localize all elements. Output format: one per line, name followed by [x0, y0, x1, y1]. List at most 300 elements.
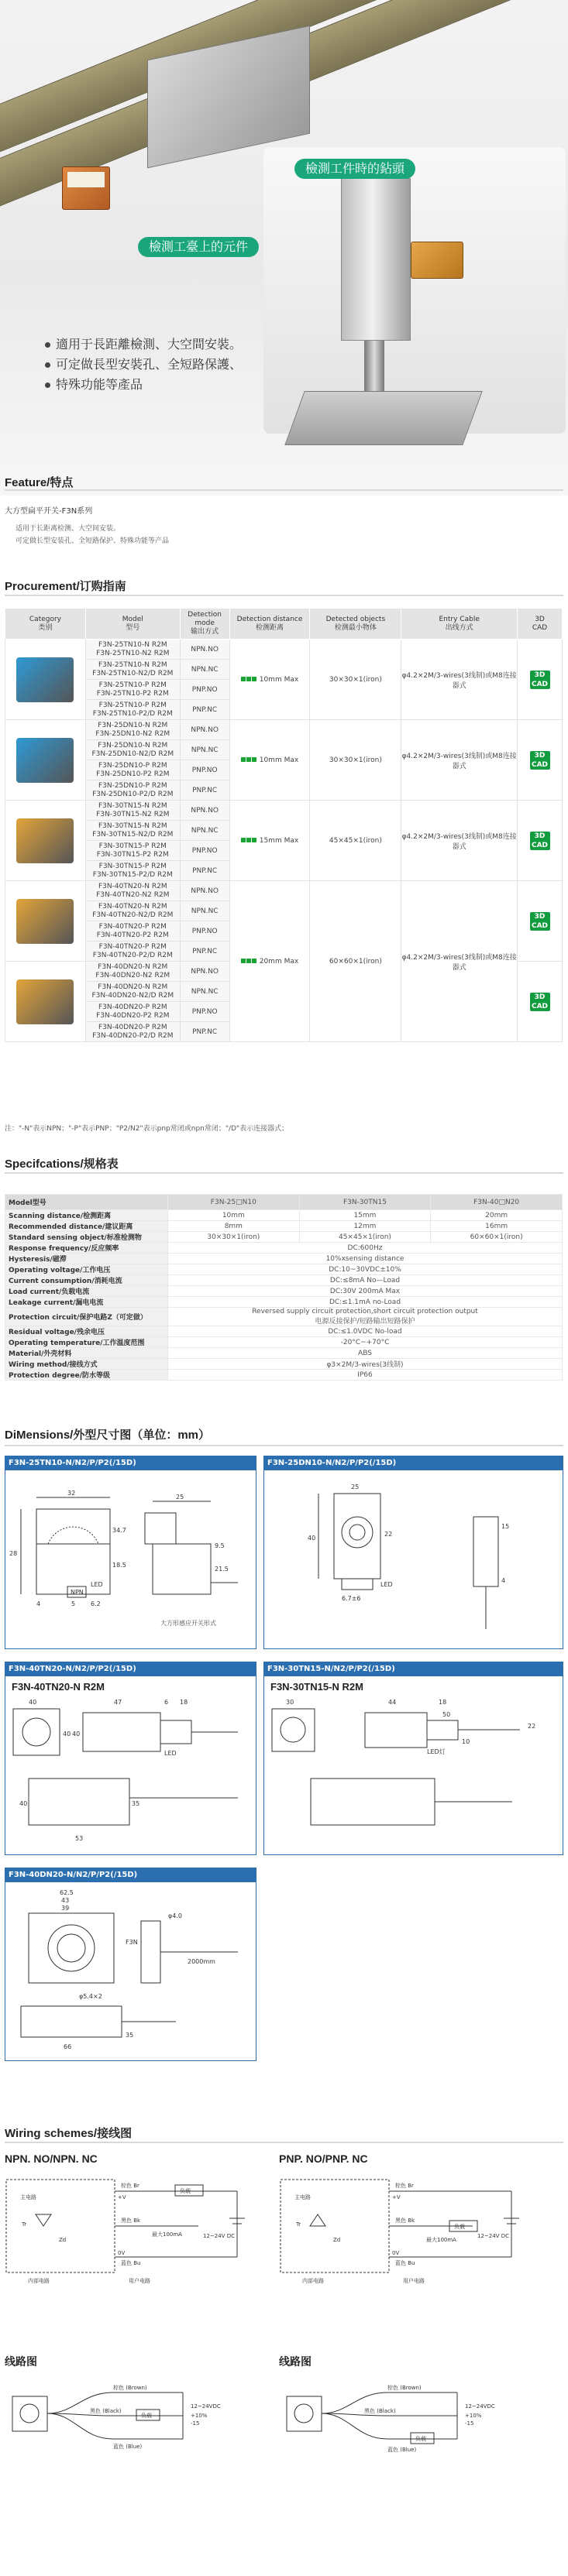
model-cell — [85, 982, 180, 1002]
model-code: F3N-40TN20-P R2M — [98, 942, 167, 951]
wire-diagram-title: 线路图 — [5, 2355, 37, 2368]
table-row — [5, 720, 563, 740]
spec-value: DC:≤1.0VDC No-load — [168, 1326, 563, 1337]
spec-key: Protection degree/防水等级 — [5, 1370, 168, 1381]
model-code: F3N-40DN20-N R2M — [98, 962, 168, 971]
wire-label: 负载 — [454, 2224, 465, 2230]
spec-row — [5, 1286, 563, 1297]
spec-value: IP66 — [168, 1370, 563, 1381]
cad-download-button[interactable]: 3D CAD — [530, 993, 550, 1011]
wire-label: 主电路 — [294, 2194, 311, 2200]
object-cell: 60×60×1(iron) — [310, 881, 401, 1042]
sensor-photo — [16, 899, 74, 944]
dim-label: 2000mm — [188, 1958, 215, 1965]
dim-label: F3N — [126, 1939, 138, 1946]
dim-panel-title: F3N-25TN10-N/N2/P/P2(/15D) — [5, 1456, 256, 1470]
output-mode-cell: NPN.NO — [180, 881, 229, 901]
model-code: F3N-40TN20-N R2M — [98, 902, 167, 911]
spec-key: Hysteresis/磁滞 — [5, 1254, 168, 1264]
sensor-photo — [16, 738, 74, 783]
spec-value: 10mm — [168, 1210, 300, 1221]
wire-label: 棕色 (Brown) — [387, 2385, 422, 2391]
dim-label: 40 — [308, 1535, 316, 1542]
spec-row — [5, 1326, 563, 1337]
dimensions-heading: DiMensions/外型尺寸图（单位：mm） — [5, 1429, 211, 1442]
pnp-schematic — [279, 2168, 558, 2292]
spec-value: DC:30V 200mA Max — [168, 1286, 563, 1297]
spec-key: Load current/负载电流 — [5, 1286, 168, 1297]
wire-label: 黑色 (Black) — [90, 2408, 122, 2414]
wire-label: 黑色 Bk — [395, 2218, 415, 2224]
spec-row — [5, 1254, 563, 1264]
procurement-note: 注："-N"表示NPN；"-P"表示PNP；"P2/N2"表示pnp常闭或npn常闭；"/D"表示连接器式； — [5, 1125, 289, 1133]
product-image-cell — [5, 720, 86, 801]
dim-label: 5 — [71, 1600, 76, 1607]
wire-label: +V — [118, 2194, 126, 2200]
section-divider — [5, 2142, 563, 2143]
dim-label: 18 — [180, 1699, 188, 1706]
output-mode-cell: PNP.NC — [180, 1022, 229, 1042]
distance-value: 20mm Max — [259, 957, 299, 966]
dim-label: 6.2 — [91, 1600, 101, 1607]
output-mode-cell: PNP.NO — [180, 921, 229, 942]
distance-value: 10mm Max — [259, 675, 299, 684]
model-code: F3N-40TN20-N2 R2M — [96, 890, 170, 899]
spec-col-header: Model型号 — [5, 1195, 168, 1210]
output-mode-cell: NPN.NO — [180, 962, 229, 982]
distance-value: 15mm Max — [259, 836, 299, 845]
cad-download-button[interactable]: 3D CAD — [530, 671, 550, 689]
spec-value: DC:10~30VDC±10% — [168, 1264, 563, 1275]
product-image-cell — [5, 640, 86, 720]
output-mode-cell: NPN.NO — [180, 640, 229, 660]
wire-label: 0V — [392, 2250, 400, 2256]
model-code: F3N-25DN10-P2 R2M — [96, 770, 170, 778]
model-cell — [85, 942, 180, 962]
spec-row — [5, 1264, 563, 1275]
sensor-photo — [16, 979, 74, 1024]
spec-value: 15mm — [299, 1210, 431, 1221]
model-code: F3N-25TN10-N2 R2M — [96, 649, 170, 657]
section-divider — [5, 1445, 563, 1446]
distance-cell — [229, 801, 310, 881]
spec-key: Recommended distance/建议距离 — [5, 1221, 168, 1232]
npn-schematic — [5, 2168, 268, 2292]
cable-cell: φ4.2×2M/3-wires(3线制)或M8连接器式 — [401, 640, 518, 720]
model-code: F3N-40TN20-P2 R2M — [96, 931, 169, 939]
wire-label: 用户电路 — [403, 2278, 425, 2284]
section-divider — [5, 595, 563, 596]
output-mode-cell: NPN.NC — [180, 660, 229, 680]
model-cell — [85, 760, 180, 780]
procurement-heading: Procurement/订购指南 — [5, 580, 126, 593]
col-header: Entry Cable 出线方式 — [401, 609, 518, 640]
dim-label: 28 — [9, 1550, 18, 1557]
col-header: Detection distance 检测距离 — [229, 609, 310, 640]
distance-cell — [229, 720, 310, 801]
output-mode-cell: PNP.NC — [180, 942, 229, 962]
model-code: F3N-40DN20-P2/D R2M — [92, 1031, 174, 1040]
dim-label: 6 — [164, 1699, 169, 1706]
table-row — [5, 881, 563, 901]
spec-value: DC:600Hz — [168, 1243, 563, 1254]
cad-cell — [518, 640, 563, 720]
distance-cell — [229, 881, 310, 1042]
dim-label: NPN — [71, 1589, 84, 1596]
dim-model-title: F3N-30TN15-N R2M — [270, 1681, 363, 1693]
hero-bullet-cont — [45, 375, 242, 395]
dim-label: 40 — [63, 1730, 71, 1737]
spec-value: 45×45×1(iron) — [299, 1232, 431, 1243]
cable-cell: φ4.2×2M/3-wires(3线制)或M8连接器式 — [401, 801, 518, 881]
wire-diagram-npn — [5, 2377, 268, 2493]
object-cell: 30×30×1(iron) — [310, 720, 401, 801]
dim-label: 43 — [61, 1897, 70, 1904]
procurement-table — [5, 608, 563, 1042]
cad-download-button[interactable]: 3D CAD — [530, 832, 550, 850]
product-image-cell — [5, 962, 86, 1042]
model-cell — [85, 640, 180, 660]
wiring-heading: Wiring schemes/接线图 — [5, 2127, 133, 2140]
wire-label: Tr — [22, 2221, 27, 2228]
dim-drawing-30tn15 — [264, 1693, 564, 1856]
hero-callout-drill: 檢測工件時的鉆頭 — [294, 159, 415, 179]
dim-label: 22 — [384, 1531, 393, 1538]
dim-label: 18.5 — [112, 1562, 126, 1569]
spec-value: -20°C~+70°C — [168, 1337, 563, 1348]
spec-row — [5, 1210, 563, 1221]
wire-label: +10% — [191, 2413, 208, 2419]
hero-bullet-text: 特殊功能等產品 — [56, 377, 143, 392]
dim-label: φ4.0 — [168, 1912, 182, 1919]
output-mode-cell: NPN.NC — [180, 982, 229, 1002]
npn-title: NPN. NO/NPN. NC — [5, 2152, 98, 2165]
wire-label: 12~24VDC — [191, 2403, 221, 2410]
wire-label: 主电路 — [20, 2194, 36, 2200]
wire-label: 蓝色 (Blue) — [113, 2444, 143, 2450]
hero-bullets — [45, 334, 242, 395]
output-mode-cell: PNP.NC — [180, 861, 229, 881]
model-code: F3N-40TN20-N R2M — [98, 882, 167, 890]
wire-label: 用户电路 — [129, 2278, 150, 2284]
model-cell — [85, 881, 180, 901]
cad-download-button[interactable]: 3D CAD — [530, 912, 550, 931]
dim-caption: 大方形感应开关形式 — [160, 1620, 216, 1627]
dim-label: 50 — [442, 1711, 451, 1718]
dim-label: 53 — [75, 1835, 84, 1842]
spec-key: Operating temperature/工作温度范围 — [5, 1337, 168, 1348]
model-cell — [85, 962, 180, 982]
model-code: F3N-40DN20-P2 R2M — [96, 1011, 170, 1020]
spec-row — [5, 1337, 563, 1348]
dim-drawing-25tn10 — [5, 1470, 257, 1648]
model-code: F3N-40DN20-N R2M — [98, 983, 168, 991]
dim-model-title: F3N-40TN20-N R2M — [12, 1681, 105, 1693]
spec-value: 8mm — [168, 1221, 300, 1232]
spec-value: φ3×2M/3-wires(3线制) — [168, 1359, 563, 1370]
dim-label: 62.5 — [60, 1889, 74, 1896]
model-code: F3N-40DN20-N2 R2M — [95, 971, 170, 979]
spec-row — [5, 1370, 563, 1381]
model-cell — [85, 660, 180, 680]
dim-label: LED — [164, 1750, 177, 1757]
spec-value: DC:≤8mA No—Load — [168, 1275, 563, 1286]
wire-label: -15 — [191, 2420, 200, 2427]
dim-label: 4 — [501, 1577, 506, 1584]
dim-label: 6.7±6 — [342, 1595, 361, 1602]
wire-label: +10% — [465, 2413, 482, 2419]
col-header: Model 型号 — [85, 609, 180, 640]
spec-value: 30×30×1(iron) — [168, 1232, 300, 1243]
dim-label: LED — [380, 1581, 393, 1588]
spec-table — [5, 1194, 563, 1381]
dim-label: 21.5 — [215, 1566, 229, 1573]
spec-key: Standard sensing object/标准检测物 — [5, 1232, 168, 1243]
dim-label: 35 — [126, 2032, 134, 2039]
spec-value: DC:≤1.1mA no-Load — [168, 1297, 563, 1308]
model-code: F3N-40TN20-P2/D R2M — [92, 951, 173, 959]
col-header: Detection mode 输出方式 — [180, 609, 229, 640]
dim-drawing-40dn20 — [5, 1882, 257, 2060]
model-code: F3N-25TN10-P2/D R2M — [92, 709, 173, 718]
cad-download-button[interactable]: 3D CAD — [530, 751, 550, 770]
dim-label: 39 — [61, 1905, 70, 1912]
wire-label: 0V — [118, 2250, 126, 2256]
cable-cell: φ4.2×2M/3-wires(3线制)或M8连接器式 — [401, 720, 518, 801]
cad-cell — [518, 962, 563, 1042]
model-cell — [85, 740, 180, 760]
dim-panel-title: F3N-40TN20-N/N2/P/P2(/15D) — [5, 1662, 256, 1676]
model-cell — [85, 901, 180, 921]
hero-banner — [0, 0, 568, 496]
spec-row — [5, 1308, 563, 1326]
wire-label: 最大100mA — [152, 2231, 182, 2238]
section-divider — [5, 1172, 563, 1174]
dim-panel-title: F3N-30TN15-N/N2/P/P2(/15D) — [264, 1662, 563, 1676]
spec-row — [5, 1232, 563, 1243]
dim-label: 40 — [72, 1730, 81, 1737]
output-mode-cell: NPN.NO — [180, 720, 229, 740]
spec-key: Wiring method/接线方式 — [5, 1359, 168, 1370]
cad-cell — [518, 801, 563, 881]
wire-label: 内部电路 — [28, 2278, 50, 2284]
model-code: F3N-25DN10-N R2M — [98, 741, 168, 749]
spec-row — [5, 1221, 563, 1232]
wire-label: 内部电路 — [302, 2278, 324, 2284]
sensor-photo — [16, 818, 74, 863]
wire-label: 棕色 (Brown) — [113, 2385, 147, 2391]
hero-drill-bit — [364, 341, 384, 395]
dim-label: 9.5 — [215, 1542, 225, 1549]
wire-label: 棕色 Br — [395, 2183, 414, 2189]
output-mode-cell: NPN.NC — [180, 901, 229, 921]
spec-row — [5, 1348, 563, 1359]
wire-label: 负载 — [141, 2413, 152, 2419]
spec-value: 20mm — [431, 1210, 563, 1221]
col-header: Detected objects 检测最小物体 — [310, 609, 401, 640]
dim-panel-30tn15 — [263, 1662, 563, 1855]
model-cell — [85, 700, 180, 720]
dim-label: LED灯 — [427, 1748, 446, 1755]
dim-label: 32 — [67, 1490, 76, 1497]
model-cell — [85, 680, 180, 700]
feature-heading: Feature/特点 — [5, 476, 74, 489]
model-code: F3N-40DN20-P R2M — [98, 1023, 167, 1031]
model-cell — [85, 861, 180, 881]
feature-block — [5, 506, 169, 547]
model-code: F3N-25TN10-P R2M — [98, 681, 167, 689]
spec-key: Scanning distance/检测距离 — [5, 1210, 168, 1221]
spec-key: Residual voltage/残余电压 — [5, 1326, 168, 1337]
wire-label: 12~24V DC — [203, 2233, 235, 2239]
output-mode-cell: NPN.NC — [180, 821, 229, 841]
sensor-photo — [16, 657, 74, 702]
wire-diagram-pnp — [279, 2377, 558, 2493]
hero-bullet: 適用于長距離檢測、大空間安裝。 — [45, 334, 242, 355]
wire-label: +V — [392, 2194, 401, 2200]
model-code: F3N-25DN10-N2 R2M — [95, 729, 170, 738]
dim-label: 25 — [176, 1494, 184, 1501]
table-row — [5, 801, 563, 821]
model-code: F3N-25TN10-P2 R2M — [96, 689, 169, 698]
spec-key: Leakage current/漏电电流 — [5, 1297, 168, 1308]
model-code: F3N-30TN15-N R2M — [98, 801, 167, 810]
feature-item: 可定做长型安装孔、全短路保护、特殊功能等产品 — [15, 537, 170, 545]
model-cell — [85, 841, 180, 861]
hero-sensor-image — [62, 166, 110, 210]
wire-label: Tr — [296, 2221, 301, 2228]
dim-panel-40dn20 — [5, 1868, 256, 2061]
dim-label: 40 — [19, 1800, 28, 1807]
spec-value: 10%xsensing distance — [168, 1254, 563, 1264]
wire-label: 蓝色 Bu — [121, 2260, 141, 2266]
model-cell — [85, 801, 180, 821]
spec-key: Material/外壳材料 — [5, 1348, 168, 1359]
wire-label: Zd — [59, 2237, 67, 2243]
model-cell — [85, 921, 180, 942]
section-divider — [5, 489, 563, 491]
dim-label: 40 — [29, 1699, 37, 1706]
dim-label: 10 — [462, 1738, 470, 1745]
spec-key: Operating voltage/工作电压 — [5, 1264, 168, 1275]
dim-label: 47 — [114, 1699, 122, 1706]
spec-col-header: F3N-40□N20 — [431, 1195, 563, 1210]
spec-row — [5, 1243, 563, 1254]
cad-cell — [518, 720, 563, 801]
wire-label: 负载 — [180, 2188, 191, 2194]
wire-label: Zd — [333, 2237, 341, 2243]
spec-key: Response frequency/反应频率 — [5, 1243, 168, 1254]
dim-label: 25 — [351, 1484, 360, 1490]
model-cell — [85, 821, 180, 841]
dim-panel-25tn10 — [5, 1456, 256, 1649]
product-image-cell — [5, 881, 86, 962]
spec-value: 12mm — [299, 1221, 431, 1232]
model-code: F3N-40TN20-P R2M — [98, 922, 167, 931]
cad-cell — [518, 881, 563, 962]
wire-label: 最大100mA — [426, 2237, 456, 2243]
wire-label: -15 — [465, 2420, 474, 2427]
dim-label: 30 — [286, 1699, 294, 1706]
spec-key: Current consumption/消耗电流 — [5, 1275, 168, 1286]
model-code: F3N-30TN15-P R2M — [98, 862, 167, 870]
hero-drill-base — [284, 391, 482, 445]
output-mode-cell: PNP.NC — [180, 700, 229, 720]
output-mode-cell: NPN.NC — [180, 740, 229, 760]
output-mode-cell: PNP.NC — [180, 780, 229, 801]
model-code: F3N-25DN10-P2/D R2M — [92, 790, 174, 798]
wire-label: 蓝色 (Blue) — [387, 2447, 417, 2453]
wire-label: 12~24VDC — [465, 2403, 495, 2410]
model-cell — [85, 1022, 180, 1042]
output-mode-cell: PNP.NO — [180, 760, 229, 780]
dim-panel-title: F3N-25DN10-N/N2/P/P2(/15D) — [264, 1456, 563, 1470]
dim-panel-25dn10 — [263, 1456, 563, 1649]
spec-header-row — [5, 1195, 563, 1210]
model-code: F3N-30TN15-N R2M — [98, 822, 167, 830]
object-cell: 45×45×1(iron) — [310, 801, 401, 881]
model-code: F3N-30TN15-P2 R2M — [96, 850, 169, 859]
dim-label: 18 — [439, 1699, 447, 1706]
dim-label: 15 — [501, 1523, 510, 1530]
model-code: F3N-25TN10-P R2M — [98, 701, 167, 709]
feature-item: 适用于长距离检测、大空间安装。 — [15, 525, 121, 533]
product-image-cell — [5, 801, 86, 881]
dim-label: φ5.4×2 — [79, 1993, 102, 2000]
output-mode-cell: PNP.NO — [180, 841, 229, 861]
output-mode-cell: NPN.NO — [180, 801, 229, 821]
hero-drill — [341, 178, 411, 341]
dim-label: 66 — [64, 2043, 72, 2050]
dim-label: 44 — [388, 1699, 397, 1706]
spec-value: 16mm — [431, 1221, 563, 1232]
spec-heading: Specifcations/规格表 — [5, 1158, 119, 1171]
wire-label: 负载 — [415, 2436, 426, 2442]
spec-value: Reversed supply circuit protection,short circuit protection output 电源反接保护/短路输出短路保护 — [168, 1308, 563, 1326]
dim-drawing-40tn20 — [5, 1693, 257, 1856]
spec-col-header: F3N-30TN15 — [299, 1195, 431, 1210]
pnp-title: PNP. NO/PNP. NC — [279, 2152, 368, 2165]
table-header-row — [5, 609, 563, 640]
dim-drawing-25dn10 — [264, 1470, 564, 1648]
model-code: F3N-25DN10-N2/D R2M — [91, 749, 174, 758]
model-code: F3N-40DN20-N2/D R2M — [91, 991, 174, 1000]
col-header: 3D CAD — [518, 609, 563, 640]
model-code: F3N-40DN20-P R2M — [98, 1003, 167, 1011]
spec-row — [5, 1359, 563, 1370]
spec-col-header: F3N-25□N10 — [168, 1195, 300, 1210]
model-code: F3N-30TN15-P R2M — [98, 842, 167, 850]
model-code: F3N-25DN10-N R2M — [98, 721, 168, 729]
col-header: Category 类别 — [5, 609, 86, 640]
model-code: F3N-30TN15-N2/D R2M — [92, 830, 174, 839]
dim-label: 34.7 — [112, 1527, 126, 1534]
spec-value: ABS — [168, 1348, 563, 1359]
dim-label: 22 — [528, 1723, 536, 1730]
model-code: F3N-30TN15-P2/D R2M — [92, 870, 173, 879]
model-code: F3N-25TN10-N2/D R2M — [92, 669, 174, 677]
wire-label: 黑色 (Black) — [364, 2408, 396, 2414]
wire-label: 棕色 Br — [121, 2183, 139, 2189]
hero-callout-bench: 檢測工臺上的元件 — [138, 237, 259, 257]
wire-label: 黑色 Bk — [121, 2218, 141, 2224]
dim-panel-40tn20 — [5, 1662, 256, 1855]
model-code: F3N-25DN10-P R2M — [98, 761, 167, 770]
object-cell: 30×30×1(iron) — [310, 640, 401, 720]
spec-row — [5, 1297, 563, 1308]
cable-cell: φ4.2×2M/3-wires(3线制)或M8连接器式 — [401, 881, 518, 1042]
wire-label: 12~24V DC — [477, 2233, 509, 2239]
